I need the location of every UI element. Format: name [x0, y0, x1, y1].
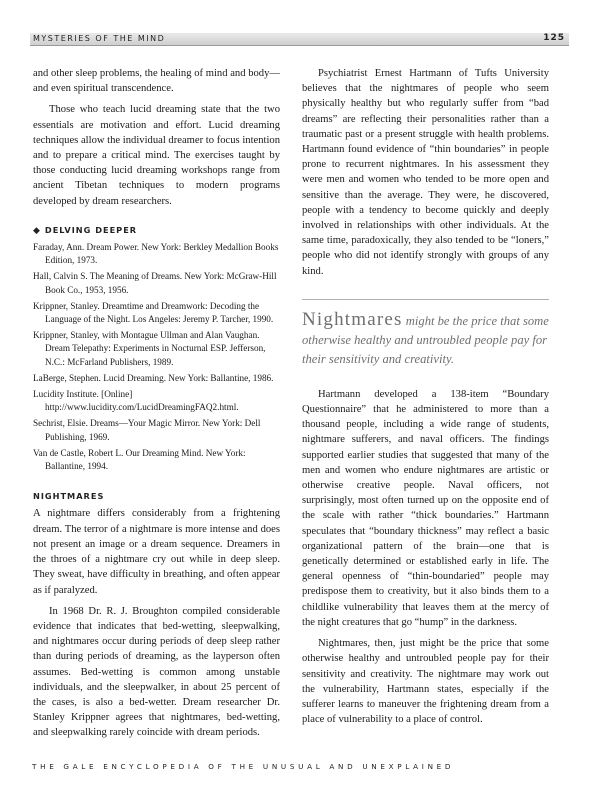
bibliography-item: Hall, Calvin S. The Meaning of Dreams. New York: McGraw-Hill Book Co., 1953, 1956.	[33, 271, 277, 295]
bibliography-list	[33, 241, 280, 473]
diamond-icon: ◆	[33, 225, 41, 236]
questionnaire-paragraph: Hartmann developed a 138-item “Boundary Questionnaire” that he administered to more than a thousand people, including a wide range of students, nightmare sufferers, and naval officers. The findings supported earlier studies that suggested that many of the men and women who endure nightmares are artistic or otherwise creative people. Naval officers, not surprisingly, most often turned up on the opposite end of the scale with rather “thick boundaries.” Hartmann speculates that “boundary thickness” may reflect a basic organizational pattern of the brain—one that is genetically determined or established early in life. The general openness of “thin-boundaried” people may predispose them to creativity, but it also binds them to a childlike vulnerability that leaves them at the mercy of the night creatures that go “hump” in the darkness.	[302, 388, 549, 628]
footer-title: THE GALE ENCYCLOPEDIA OF THE UNUSUAL AND UNEXPLAINED	[32, 762, 455, 771]
bibliography-item: LaBerge, Stephen. Lucid Dreaming. New York: Ballantine, 1986.	[33, 372, 274, 383]
lucid-dreaming-paragraph: Those who teach lucid dreaming state that the two essentials are motivation and effort. Lucid dreaming techniques allow the individual dreamer to focus intention and to prepare a critical mind. The exercises taught by those conducting lucid dreaming workshops range from ancient Tibetan techniques to modern programs developed by dream researchers.	[33, 104, 280, 207]
right-column	[302, 66, 549, 727]
bibliography-item: Krippner, Stanley, with Montague Ullman and Alan Vaughan. Dream Telepathy: Experiments in Nocturnal ESP. Jefferson, N.C.: McFarland Publishers, 1989.	[33, 330, 266, 367]
page-number: 125	[543, 33, 565, 43]
bibliography-item: Lucidity Institute. [Online] http://www.lucidity.com/LucidDreamingFAQ2.html.	[33, 389, 239, 413]
left-column	[33, 66, 280, 741]
nightmares-paragraph: A nightmare differs considerably from a frightening dream. The terror of a nightmare is more intense and does not present an image or a dream sequence. Dreamers in the throes of a nightmare cry out while in deep sleep. They sweat, have difficulty in breathing, and often appear as if paralyzed.	[33, 508, 280, 596]
pull-quote-lead: Nightmares	[302, 308, 403, 330]
conclusion-paragraph: Nightmares, then, just might be the price that some otherwise healthy and untroubled people pay for their sensitivity and creativity. The nightmare may work out the vulnerability, Hartmann states, especially if the sufferer learns to maneuver the frightening dream from a place of vulnerability to a place of control.	[302, 638, 549, 726]
pull-quote	[302, 299, 549, 369]
bibliography-item: Faraday, Ann. Dream Power. New York: Berkley Medallion Books Edition, 1973.	[33, 242, 279, 266]
bibliography-item: Van de Castle, Robert L. Our Dreaming Mind. New York: Ballantine, 1994.	[33, 447, 246, 472]
nightmares-heading: NIGHTMARES	[33, 491, 105, 502]
hartmann-paragraph: Psychiatrist Ernest Hartmann of Tufts University believes that the nightmares of people who seem physically healthy but who regularly suffer from “bad dreams” are reflecting their personalities rather than a traumatic past or a present struggle with health problems. Hartmann found evidence of “thin boundaries” in people prone to recurrent nightmares. In his assessment they were men and women who tended to be more open and sensitive than the average. They were, he discovered, people with a tendency to become quickly and deeply involved in relationships with other individuals. At the same time, paradoxically, they also tended to be “loners,” people who did not identify strongly with groups of any kind.	[302, 68, 549, 277]
pull-quote-text: might be the price that some otherwise healthy and untroubled people pay for their sensitivity and creativity.	[302, 313, 549, 366]
bibliography-item: Krippner, Stanley. Dreamtime and Dreamwork: Decoding the Language of the Night. Los Angeles: Jeremy P. Tarcher, 1990.	[33, 300, 274, 325]
broughton-paragraph: In 1968 Dr. R. J. Broughton compiled considerable evidence that indicates that bed-wetting, sleepwalking, and nightmares occur during periods of deep sleep rather than during periods of dreaming, as the layperson often assumes. Bed-wetting is common among unstable individuals, and the sleepwalker, in about 25 percent of the cases, is also a bed-wetter. Dream researcher Dr. Stanley Krippner agrees that nightmares, bed-wetting, and sleepwalking rarely coincide with dream periods.	[33, 605, 280, 739]
bibliography-item: Sechrist, Elsie. Dreams—Your Magic Mirror. New York: Dell Publishing, 1969.	[33, 418, 261, 442]
running-head: MYSTERIES OF THE MIND	[33, 34, 166, 43]
intro-paragraph: and other sleep problems, the healing of mind and body—and even spiritual transcendence.	[33, 68, 280, 95]
delving-deeper-label: DELVING DEEPER	[44, 224, 138, 235]
delving-deeper-heading	[33, 223, 280, 239]
